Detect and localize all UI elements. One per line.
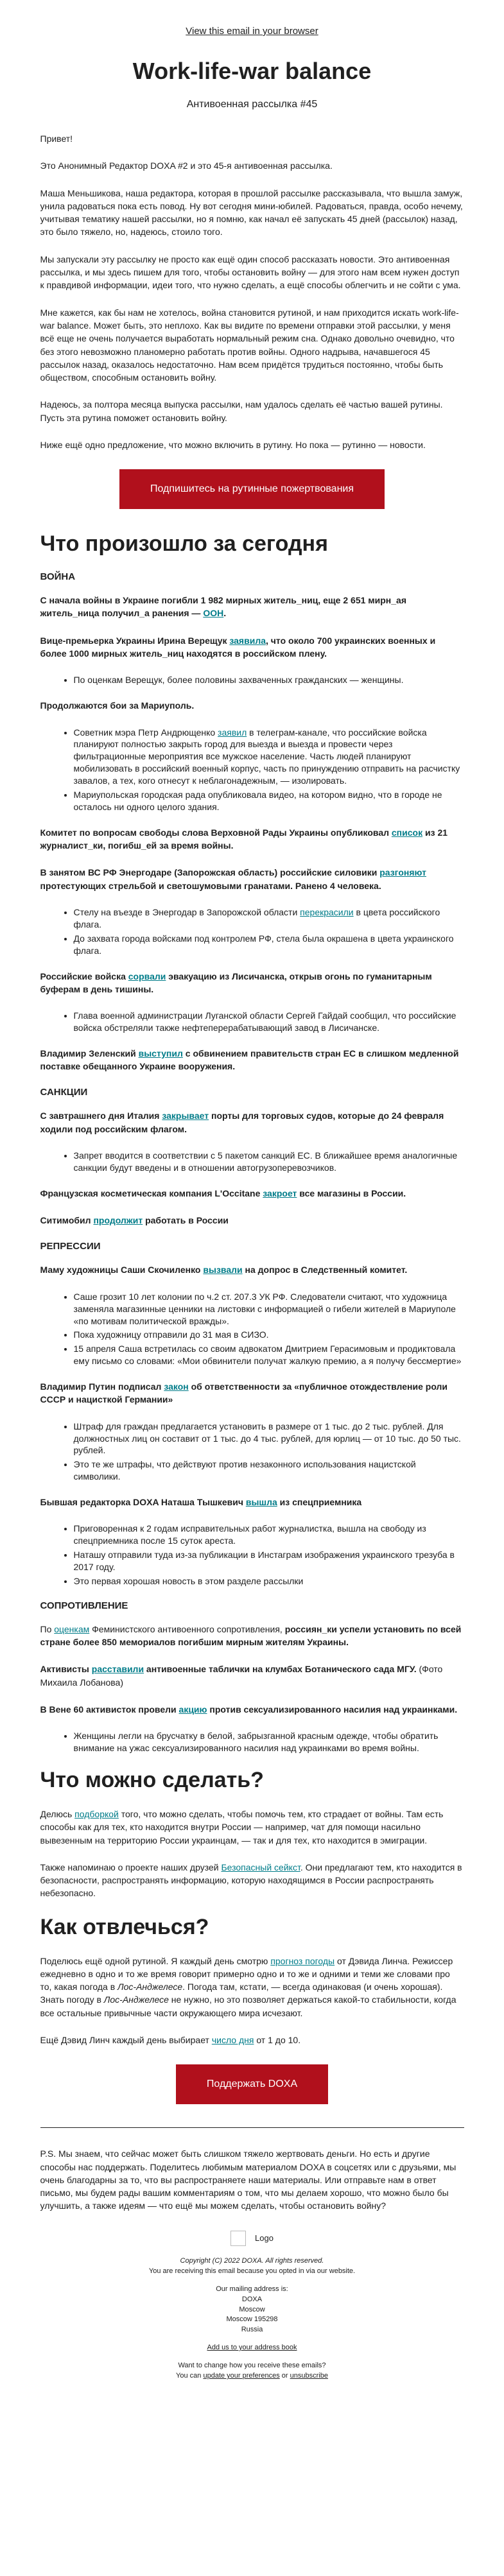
newsletter-title: Work-life-war balance — [132, 58, 372, 84]
body-text: Поделюсь ещё одной рутиной. Я каждый день смотрю — [40, 1955, 271, 1966]
todo-paragraph — [40, 1861, 464, 1900]
newsletter-issue: Антивоенная рассылка #45 — [186, 99, 318, 110]
source-link[interactable]: перекрасили — [300, 906, 354, 917]
update-preferences-link[interactable]: update your preferences — [203, 2372, 280, 2380]
news-text: в цвета российского флага. — [73, 906, 440, 929]
postscript: P.S. Мы знаем, что сейчас может быть слишком тяжело жертвовать деньги. Но есть и другие способы нас поддержать. Поделитесь любимым материалом DOXA в соцсетях или с друзьями, мы очень благодарны за то, что вы распространяете наши материалы. Или отправьте нам в ответ письмо, мы будем рады вашим комментариям о том, что мы делаем хорошо, что можно было бы улучшить, а также идеям — что ещё мы можем сделать, чтобы остановить войну? — [40, 2148, 456, 2211]
section-heading-sanctions: САНКЦИИ — [40, 1087, 88, 1098]
body-text: не нужно, но это позволяет держаться какой-то стабильности, когда все остальные привычные части окружающего мира исчезают. — [40, 1994, 456, 2018]
news-bullet-list — [40, 1421, 464, 1483]
news-text: против сексуализированного насилия над украинками. — [207, 1704, 458, 1715]
news-text: Российские войска — [40, 971, 128, 981]
news-item — [40, 1263, 464, 1276]
body-text: Лос-Анджелесе — [117, 1982, 183, 1993]
body-text: Лос-Анджелесе — [103, 1994, 169, 2005]
source-link[interactable]: оценкам — [54, 1623, 90, 1634]
news-bullet-list — [40, 674, 464, 686]
news-text: из 21 журналист_ки, погибш_ей за время войны. — [40, 827, 448, 851]
email-body — [40, 0, 464, 2408]
list-item: • Саше грозит 10 лет колонии по ч.2 ст. 207.3 УК РФ. Следователи считают, что художница заменяла магазинные ценники на листовки с информацией о гибели жителей в Мариуполе «по мотивам политической вражды». — [74, 1291, 464, 1327]
greeting: Привет! — [40, 134, 73, 144]
address-line: Russia — [241, 2326, 263, 2334]
preferences-text: You can — [176, 2372, 204, 2380]
news-text: Бывшая редакторка DOXA Наташа Тышкевич — [40, 1497, 246, 1508]
section-heading-repressions: РЕПРЕССИИ — [40, 1241, 101, 1252]
section-heading-war: ВОЙНА — [40, 571, 76, 583]
news-item — [40, 1187, 464, 1200]
support-doxa-button[interactable]: Поддержать DOXA — [176, 2064, 328, 2104]
news-text: Вице-премьерка Украины Ирина Верещук — [40, 635, 230, 646]
logo-text: Logo — [255, 2233, 274, 2243]
source-link[interactable]: выступил — [138, 1048, 183, 1059]
intro-paragraph: Надеюсь, за полтора месяца выпуска рассылки, нам удалось сделать её частью вашей рутины. Пусть эта рутина поможет остановить войну. — [40, 399, 443, 423]
body-text: Делюсь — [40, 1808, 75, 1819]
intro-paragraph: Мне кажется, как бы нам не хотелось, война становится рутиной, и нам приходится искать work-life-war balance. Может быть, это неплохо. Как вы видите по времени отправки этой рассылки, у меня всё еще не очень получается выработать нормальный режим сна. Однако довольно очевидно, что без этого невозможно планомерно работать против войны. Одного надрыва, начавшегося 45 рассылок назад, оказалось недостаточно. Нам всем придётся трудиться постоянно, чтобы быть обществом, способным остановить войну. — [40, 307, 459, 383]
address-line: Moscow — [239, 2305, 265, 2313]
body-text: . Погода там, кстати, — всегда одинаковая (и очень хорошая). Знать погоду в — [40, 1982, 443, 2005]
footer — [40, 2256, 464, 2382]
source-link[interactable]: список — [391, 827, 423, 838]
news-item — [40, 1623, 464, 1649]
list-item — [74, 727, 464, 787]
source-link[interactable]: заявил — [218, 727, 247, 738]
news-text: об ответственности за «публичное отождествление роли СССР и нацисткой Германии» — [40, 1381, 448, 1405]
source-link[interactable]: вышла — [245, 1497, 277, 1508]
news-text: В занятом ВС РФ Энергодаре (Запорожская область) российские силовики — [40, 867, 380, 878]
footer-vcard — [40, 2343, 464, 2353]
source-link[interactable]: ООН — [203, 608, 224, 619]
list-item — [74, 906, 464, 931]
list-item: • 15 апреля Саша встретилась со своим адвокатом Дмитрием Герасимовым и продиктовала ему письмо со словами: «Мои обвинители получат жалкую премию, а я получу бессмертие» — [74, 1343, 464, 1367]
list-item: • Это первая хорошая новость в этом разделе рассылки — [74, 1575, 464, 1587]
source-link[interactable]: расставили — [91, 1664, 144, 1675]
address-line: Moscow 195298 — [226, 2315, 278, 2324]
news-text: Владимир Зеленский — [40, 1048, 139, 1059]
body-text: от 1 до 10. — [254, 2035, 301, 2045]
browser-view-row — [40, 0, 464, 39]
footer-copyright-block — [40, 2256, 464, 2277]
list-item: • Это те же штрафы, что действуют против незаконного использования нацистской символики. — [74, 1458, 464, 1483]
preferences-text: or — [279, 2372, 290, 2380]
source-link[interactable]: закрывает — [162, 1111, 209, 1121]
distract-paragraph — [40, 2034, 464, 2046]
list-item: • Женщины легли на брусчатку в белой, забрызганной красным одежде, чтобы обратить внимание на ужас сексуализированного насилия над украинками во время войны. — [74, 1730, 464, 1754]
body-text: . Они предлагают тем, кто находится в безопасности, распространять информацию, которую находящимся в России распространять небезопасно. — [40, 1862, 462, 1899]
news-item — [40, 826, 464, 852]
list-item: • Приговоренная к 2 годам исправительных работ журналистка, вышла на свободу из спецприемника после 15 суток ареста. — [74, 1523, 464, 1547]
unsubscribe-link[interactable]: unsubscribe — [290, 2372, 328, 2380]
news-item — [40, 1496, 464, 1508]
news-text: антивоенные таблички на клумбах Ботанического сада МГУ. — [144, 1664, 417, 1675]
footer-preferences — [40, 2361, 464, 2382]
news-text: Стелу на въезде в Энергодар в Запорожской области — [73, 906, 300, 917]
news-bullet-list — [40, 1010, 464, 1034]
news-item — [40, 1663, 464, 1689]
body-text: Также напоминаю о проекте наших друзей — [40, 1862, 222, 1872]
news-item: Продолжаются бои за Мариуполь. — [40, 700, 195, 711]
distract-paragraph — [40, 1955, 464, 2019]
news-text: Ситимобил — [40, 1215, 94, 1226]
weather-link[interactable]: прогноз погоды — [270, 1955, 335, 1966]
news-text: из спецприемника — [277, 1497, 362, 1508]
address-label: Our mailing address is: — [216, 2285, 288, 2293]
list-item: • Пока художницу отправили до 31 мая в СИЗО. — [74, 1329, 464, 1341]
news-item — [40, 594, 464, 620]
selection-link[interactable]: подборкой — [74, 1808, 119, 1819]
news-text: , что около 700 украинских военных и более 1000 мирных житель_ниц находятся в российском плену. — [40, 635, 436, 659]
news-text: россиян_ки успели установить по всей стране более 850 мемориалов погибшим мирным жителям Украины. — [40, 1623, 462, 1648]
divider — [40, 2127, 464, 2128]
news-text: работать в России — [143, 1215, 229, 1226]
news-text: Комитет по вопросам свободы слова Верховной Рады Украины опубликовал — [40, 827, 392, 838]
news-text: . — [223, 608, 227, 619]
intro-paragraph: Ниже ещё одно предложение, что можно включить в рутину. Но пока — рутинно — новости. — [40, 440, 426, 451]
news-heading: Что произошло за сегодня — [40, 532, 328, 557]
news-text: Советник мэра Петр Андрющенко — [73, 727, 218, 738]
news-text: Активисты — [40, 1664, 92, 1675]
source-link[interactable]: сорвали — [128, 971, 166, 981]
subscription-reason: You are receiving this email because you opted in via our website. — [148, 2267, 356, 2275]
news-item — [40, 1703, 464, 1716]
news-text: в телеграм-канале, что российские войска планируют полностью закрыть город для выезда и выезда и провести через фильтрационные мероприятия все мужское население. Часть людей планируют мобилизовать в российский военный корпус, часть по принуждению отправить на расчистку завалов, а тех, кого отнесут к неблагонадежным, — изолировать. — [73, 727, 460, 786]
body-text: Ещё Дэвид Линч каждый день выбирает — [40, 2035, 212, 2045]
news-text: По — [40, 1623, 55, 1634]
distract-heading: Как отвлечься? — [40, 1914, 209, 1939]
photo-credit: (Фото Михаила Лобанова) — [40, 1664, 443, 1688]
preferences-text: Want to change how you receive these emails? — [178, 2362, 326, 2370]
news-bullet-list — [40, 1150, 464, 1174]
source-link[interactable]: закон — [164, 1381, 189, 1392]
news-item — [40, 970, 464, 996]
news-item — [40, 1214, 464, 1227]
news-text: эвакуацию из Лисичанска, открыв огонь по гуманитарным буферам в день тишины. — [40, 971, 432, 994]
address-line: DOXA — [241, 2295, 263, 2303]
news-item — [40, 1109, 464, 1136]
news-bullet-list — [40, 1291, 464, 1367]
intro-paragraph: Мы запускали эту рассылку не просто как ещё один способ рассказать новости. Это антивоенная рассылка, и мы здесь пишем для того, чтобы остановить войну — для этого нам всем нужен доступ к правдивой информации, идеи того, что нужно сделать, а ещё способы облегчить и не сойти с ума. — [40, 254, 461, 291]
subscribe-donations-button[interactable]: Подпишитесь на рутинные пожертвования — [119, 469, 385, 509]
news-text: на допрос в Следственный комитет. — [242, 1265, 408, 1275]
list-item: • Глава военной администрации Луганской области Сергей Гайдай сообщил, что российские войска обстреляли также нефтеперерабатывающий завод в Лисичанске. — [74, 1010, 464, 1034]
intro-paragraph: Это Анонимный Редактор DOXA #2 и это 45-я антивоенная рассылка. — [40, 160, 333, 171]
news-text: Французская косметическая компания L'Occitane — [40, 1188, 263, 1198]
news-item — [40, 1047, 464, 1073]
project-link[interactable]: Безопасный сейкст — [221, 1862, 300, 1872]
source-link[interactable]: вызвали — [203, 1265, 243, 1275]
source-link[interactable]: закроет — [263, 1188, 297, 1198]
news-text: Владимир Путин подписал — [40, 1381, 164, 1392]
view-in-browser-link[interactable]: View this email in your browser — [186, 26, 318, 37]
list-item: • По оценкам Верещук, более половины захваченных гражданских — женщины. — [74, 674, 464, 686]
news-text: С завтрашнего дня Италия — [40, 1111, 162, 1121]
news-item — [40, 634, 464, 661]
news-bullet-list — [40, 727, 464, 813]
news-text: Маму художницы Саши Скочиленко — [40, 1265, 204, 1275]
news-text: порты для торговых судов, которые до 24 февраля ходили под российским флагом. — [40, 1111, 444, 1134]
list-item: • Наташу отправили туда из-за публикации в Инстаграм изображения украинского трезуба в 2017 году. — [74, 1549, 464, 1573]
news-item — [40, 866, 464, 892]
image-placeholder-icon — [230, 2231, 246, 2246]
list-item: • Мариупольская городская рада опубликовала видео, на котором видно, что в городе не осталось ни одного целого здания. — [74, 789, 464, 813]
donate-button-row — [40, 469, 464, 509]
intro-paragraph: Маша Меньшикова, наша редактора, которая в прошлой рассылке рассказывала, что вышла замуж, унила радоваться пока есть повод. Ну вот сегодня мини-юбилей. Радоваться, правда, особо нечему, учитывая тематику нашей рассылки, но я помню, как начал её запускать 45 дней (рассылок) назад, это было тяжело, но, надеюсь, стоило того. — [40, 187, 463, 238]
news-bullet-list — [40, 1730, 464, 1754]
source-link[interactable]: продолжит — [93, 1215, 143, 1226]
copyright-text: Copyright (C) 2022 DOXA. All rights reserved. — [180, 2256, 324, 2265]
body-text: от Дэвида Линча. Режиссер ежедневно в одно и то же время говорит примерно одно и то же и одними и теми же словами про то, какая погода в — [40, 1955, 453, 1993]
source-link[interactable]: акцию — [178, 1704, 207, 1715]
news-text: протестующих стрельбой и светошумовыми гранатами. Ранено 4 человека. — [40, 880, 381, 891]
support-button-row — [40, 2064, 464, 2104]
news-item — [40, 1380, 464, 1406]
section-heading-resistance: СОПРОТИВЛЕНИЕ — [40, 1600, 128, 1611]
list-item: • До захвата города войсками под контролем РФ, стела была окрашена в цвета украинского флага. — [74, 933, 464, 957]
footer-logo — [40, 2231, 464, 2246]
list-item: • Штраф для граждан предлагается установить в размере от 1 тыс. до 2 тыс. рублей. Для должностных лиц он составит от 1 тыс. до 4 тыс. рублей, для юрлиц — от 10 тыс. до 50 тыс. рублей. — [74, 1421, 464, 1457]
news-text: В Вене 60 активисток провели — [40, 1704, 179, 1715]
source-link[interactable]: заявила — [229, 635, 266, 646]
add-to-address-book-link[interactable]: Add us to your address book — [207, 2344, 297, 2352]
body-text: того, что можно сделать, чтобы помочь тем, кто страдает от войны. Там есть способы как для тех, кто находится внутри России — например, чат для помощи насильно вывезенным на территорию России украинцам, — так и для тех, кто находится в эмиграции. — [40, 1808, 444, 1846]
news-bullet-list — [40, 906, 464, 957]
todo-heading: Что можно сделать? — [40, 1768, 264, 1793]
todo-paragraph — [40, 1808, 464, 1847]
news-bullet-list — [40, 1523, 464, 1587]
footer-address-block — [40, 2285, 464, 2336]
list-item: • Запрет вводится в соответствии с 5 пакетом санкций ЕС. В ближайшее время аналогичные санкции будут введены и в отношении автогрузоперевозчиков. — [74, 1150, 464, 1174]
news-text: с обвинением правительств стран ЕС в слишком медленной поставке обещанного Украине вооружения. — [40, 1048, 459, 1072]
news-text: Феминистского антивоенного сопротивления, — [89, 1623, 285, 1634]
news-text: С начала войны в Украине погибли 1 982 мирных житель_ниц, еще 2 651 мирн_ая житель_ница получил_а ранения — — [40, 595, 406, 619]
number-of-day-link[interactable]: число дня — [211, 2035, 254, 2045]
source-link[interactable]: разгоняют — [379, 867, 426, 878]
news-text: все магазины в России. — [297, 1188, 406, 1198]
